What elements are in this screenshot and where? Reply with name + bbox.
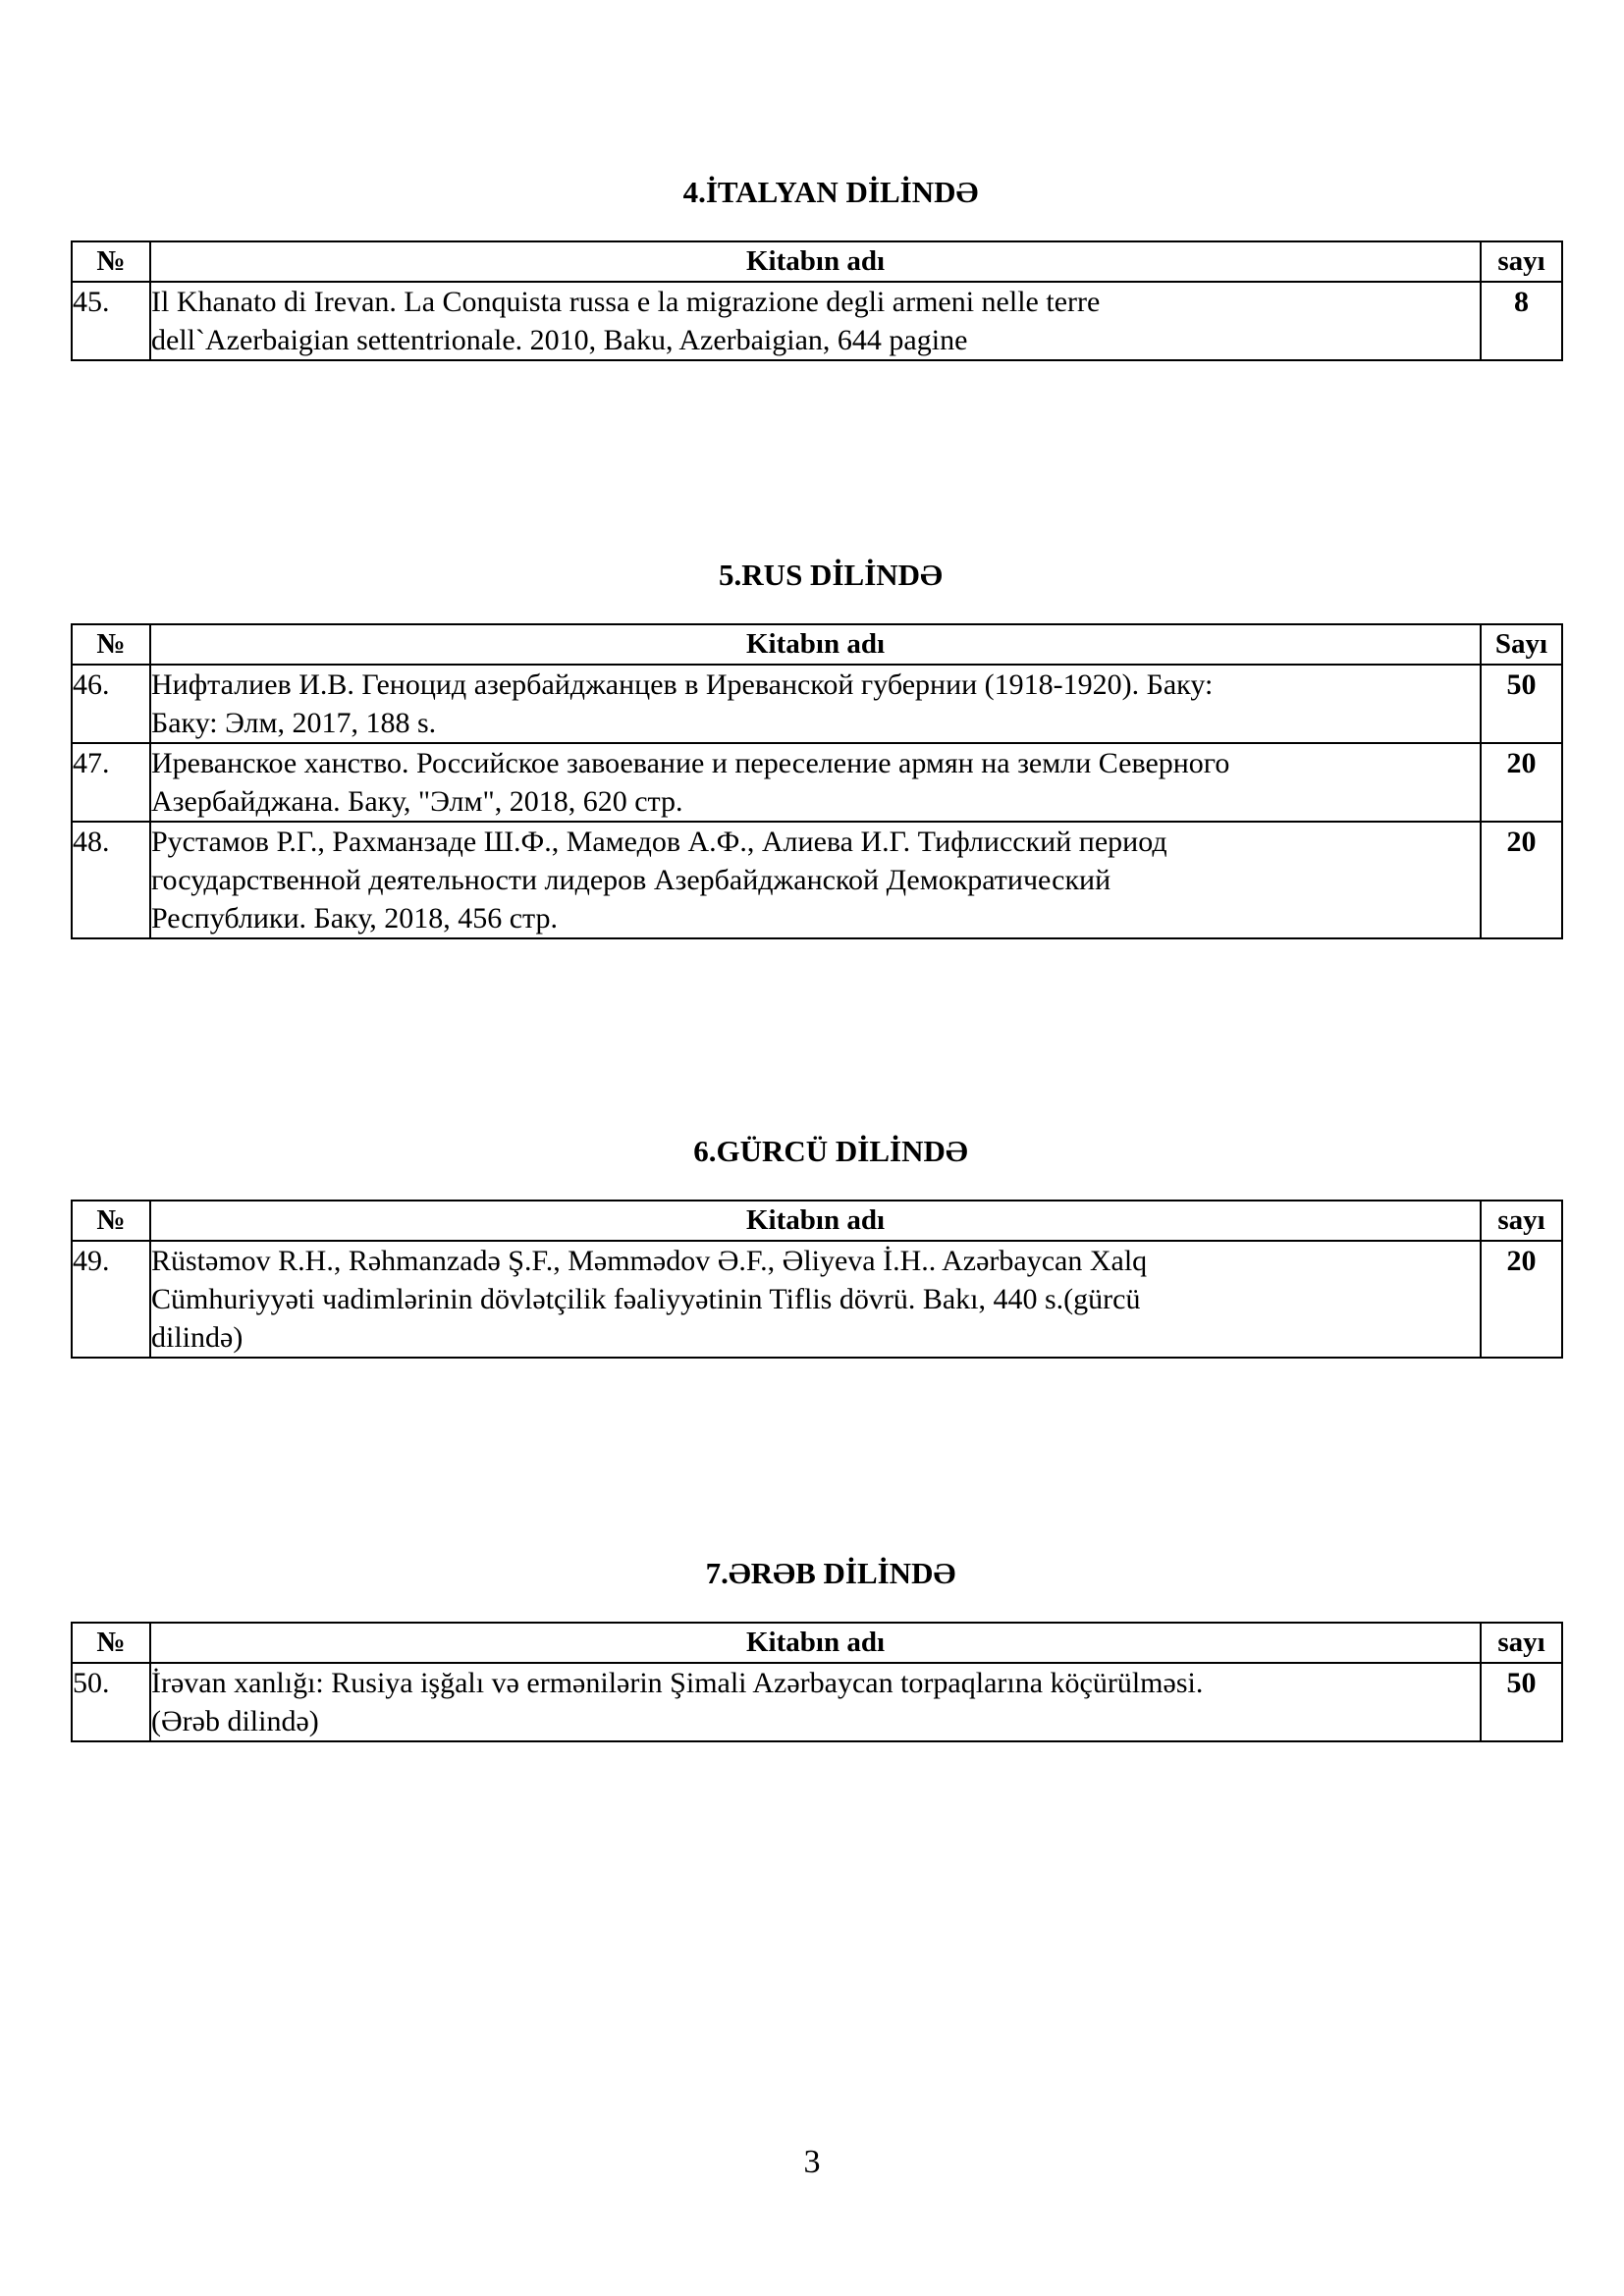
book-title-line: dell`Azerbaigian settentrionale. 2010, Baku, Azerbaigian, 644 pagine (151, 324, 968, 356)
column-header-title: Kitabın adı (150, 624, 1481, 665)
book-title-line: dilində) (151, 1321, 244, 1354)
book-title-line: Cümhuriyyəti чadimlərinin dövlətçilik fəaliyyətinin Tiflis dövrü. Bakı, 440 s.(gürcü (151, 1283, 1141, 1315)
book-title-line: Азербайджана. Баку, "Элм", 2018, 620 стр. (151, 785, 683, 818)
row-number: 49. (72, 1241, 150, 1358)
section-title: 6.GÜRCÜ DİLİNDƏ (693, 1134, 968, 1168)
book-title-line: Il Khanato di Irevan. La Conquista russa e la migrazione degli armeni nelle terre (151, 286, 1101, 318)
table-header-row (72, 241, 1562, 282)
column-header-title: Kitabın adı (150, 1623, 1481, 1663)
section-title: 4.İTALYAN DİLİNDƏ (682, 175, 979, 209)
books-table (71, 240, 1563, 361)
books-table (71, 1622, 1563, 1742)
row-number: 46. (72, 665, 150, 743)
page-number: 3 (803, 2144, 821, 2180)
column-header-number: № (72, 241, 150, 282)
section-arabic (71, 1554, 1561, 1742)
section-italian (71, 173, 1561, 361)
table-row (72, 1241, 1562, 1358)
book-count: 20 (1481, 743, 1562, 822)
column-header-count: sayı (1481, 1201, 1562, 1241)
book-title (150, 822, 1481, 938)
book-title (150, 282, 1481, 360)
row-number: 47. (72, 743, 150, 822)
table-row (72, 665, 1562, 743)
table-row (72, 282, 1562, 360)
row-number: 45. (72, 282, 150, 360)
book-title-line: (Ərəb dilində) (151, 1705, 319, 1737)
section-title: 5.RUS DİLİNDƏ (719, 558, 943, 592)
books-table (71, 623, 1563, 939)
table-header-row (72, 1201, 1562, 1241)
table-row (72, 743, 1562, 822)
row-number: 50. (72, 1663, 150, 1741)
book-count: 50 (1481, 665, 1562, 743)
book-title-line: государственной деятельности лидеров Азербайджанской Демократический (151, 864, 1111, 896)
table-row (72, 822, 1562, 938)
column-header-number: № (72, 1623, 150, 1663)
column-header-count: sayı (1481, 241, 1562, 282)
book-title-line: İrəvan xanlığı: Rusiya işğalı və ermənilərin Şimali Azərbaycan torpaqlarına köçürülməsi. (151, 1667, 1204, 1699)
book-count: 20 (1481, 1241, 1562, 1358)
book-title-line: Рустамов Р.Г., Рахманзаде Ш.Ф., Мамедов А.Ф., Алиева И.Г. Тифлисский период (151, 826, 1167, 858)
column-header-number: № (72, 1201, 150, 1241)
book-title (150, 665, 1481, 743)
table-header-row (72, 1623, 1562, 1663)
column-header-title: Kitabın adı (150, 1201, 1481, 1241)
book-count: 20 (1481, 822, 1562, 938)
book-title-line: Rüstəmov R.H., Rəhmanzadə Ş.F., Məmmədov Ə.F., Əliyeva İ.H.. Azərbaycan Xalq (151, 1245, 1148, 1277)
column-header-title: Kitabın adı (150, 241, 1481, 282)
book-title-line: Иреванское ханство. Российское завоевание и переселение армян на земли Северного (151, 747, 1230, 779)
book-title (150, 1663, 1481, 1741)
section-title: 7.ƏRƏB DİLİNDƏ (705, 1556, 956, 1590)
section-georgian (71, 1132, 1561, 1359)
book-title-line: Республики. Баку, 2018, 456 стр. (151, 902, 558, 934)
book-title (150, 1241, 1481, 1358)
book-count: 50 (1481, 1663, 1562, 1741)
column-header-number: № (72, 624, 150, 665)
section-russian (71, 556, 1561, 939)
book-count: 8 (1481, 282, 1562, 360)
row-number: 48. (72, 822, 150, 938)
book-title-line: Баку: Элм, 2017, 188 s. (151, 707, 437, 739)
column-header-count: Sayı (1481, 624, 1562, 665)
books-table (71, 1200, 1563, 1359)
table-row (72, 1663, 1562, 1741)
book-title-line: Нифталиев И.В. Геноцид азербайджанцев в Иреванской губернии (1918-1920). Баку: (151, 668, 1214, 701)
table-header-row (72, 624, 1562, 665)
column-header-count: sayı (1481, 1623, 1562, 1663)
book-title (150, 743, 1481, 822)
